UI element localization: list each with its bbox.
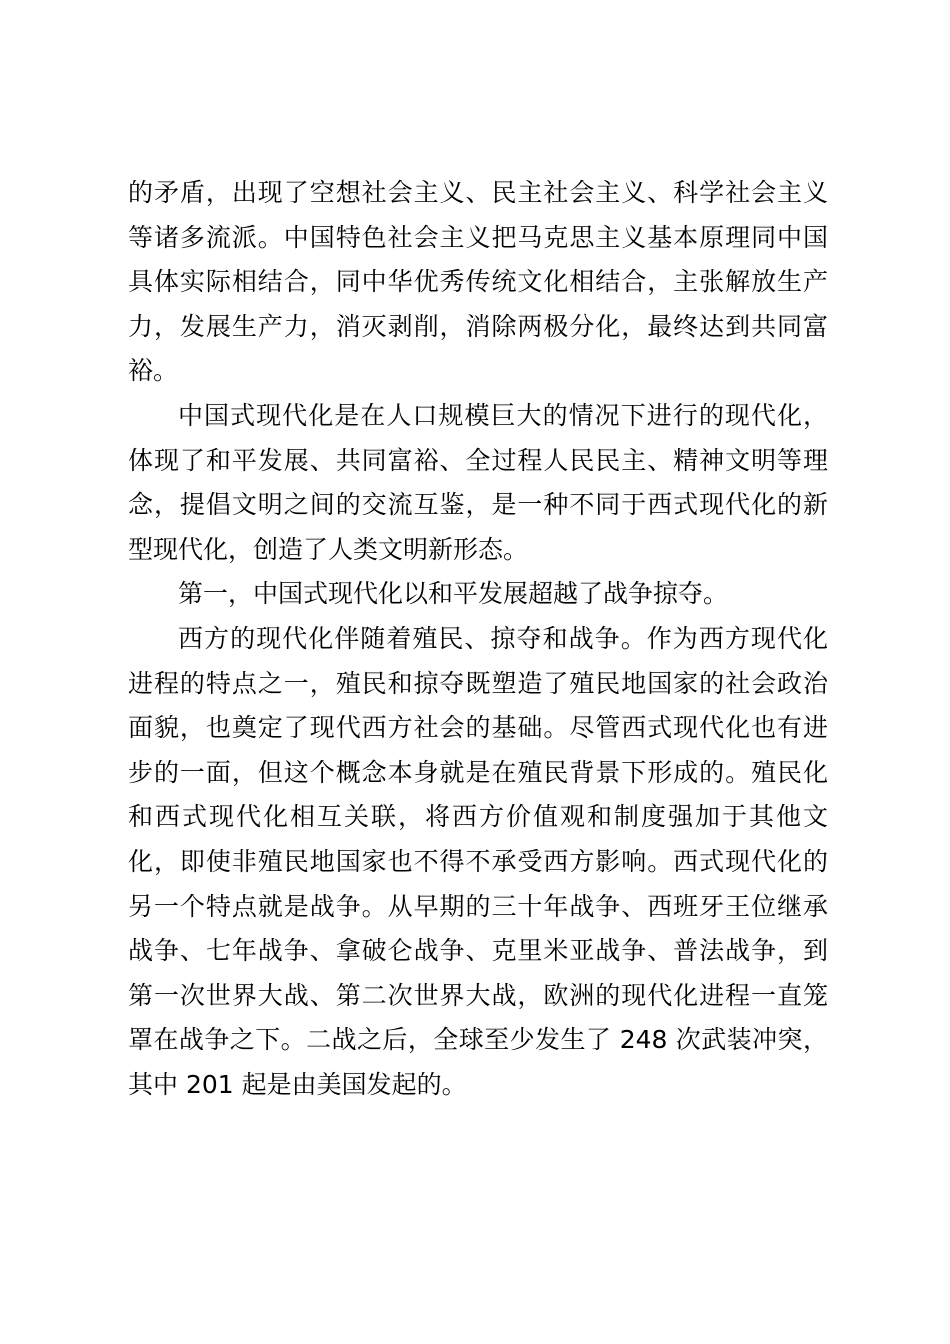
document-body bbox=[128, 171, 828, 1107]
text-line: 西方的现代化伴随着殖民、掠夺和战争。作为西方现代化 bbox=[178, 623, 828, 653]
text-line: 的矛盾，出现了空想社会主义、民主社会主义、科学社会主义 bbox=[128, 178, 828, 207]
text-line: 化，即使非殖民地国家也不得不承受西方影响。西式现代化的 bbox=[128, 846, 828, 876]
text-line: 等诸多流派。中国特色社会主义把马克思主义基本原理同中国 bbox=[128, 222, 828, 252]
text-line: 战争、七年战争、拿破仑战争、克里米亚战争、普法战争，到 bbox=[128, 936, 828, 966]
section-heading: 第一，中国式现代化以和平发展超越了战争掠夺。 bbox=[178, 579, 729, 609]
paragraph bbox=[128, 171, 828, 394]
text-line: 裕。 bbox=[128, 356, 179, 386]
text-line: 罩在战争之下。二战之后，全球至少发生了 248 次武装冲突， bbox=[128, 1025, 828, 1055]
text-line: 中国式现代化是在人口规模巨大的情况下进行的现代化， bbox=[178, 400, 828, 430]
text-line: 具体实际相结合，同中华优秀传统文化相结合，主张解放生产 bbox=[128, 267, 828, 297]
text-line: 面貌，也奠定了现代西方社会的基础。尽管西式现代化也有进 bbox=[128, 713, 828, 743]
paragraph bbox=[128, 572, 828, 617]
text-line: 和西式现代化相互关联，将西方价值观和制度强加于其他文 bbox=[128, 802, 828, 832]
paragraph bbox=[128, 394, 828, 572]
text-line: 力，发展生产力，消灭剥削，消除两极分化，最终达到共同富 bbox=[128, 311, 828, 341]
text-line: 念，提倡文明之间的交流互鉴，是一种不同于西式现代化的新 bbox=[128, 490, 828, 520]
text-line: 进程的特点之一，殖民和掠夺既塑造了殖民地国家的社会政治 bbox=[128, 668, 828, 698]
text-line: 体现了和平发展、共同富裕、全过程人民民主、精神文明等理 bbox=[128, 445, 828, 475]
text-line: 第一次世界大战、第二次世界大战，欧洲的现代化进程一直笼 bbox=[128, 980, 828, 1010]
text-line: 型现代化，创造了人类文明新形态。 bbox=[128, 534, 529, 564]
text-line: 步的一面，但这个概念本身就是在殖民背景下形成的。殖民化 bbox=[128, 757, 828, 787]
paragraph bbox=[128, 617, 828, 1108]
text-line: 另一个特点就是战争。从早期的三十年战争、西班牙王位继承 bbox=[128, 891, 828, 921]
text-line: 其中 201 起是由美国发起的。 bbox=[128, 1069, 467, 1099]
